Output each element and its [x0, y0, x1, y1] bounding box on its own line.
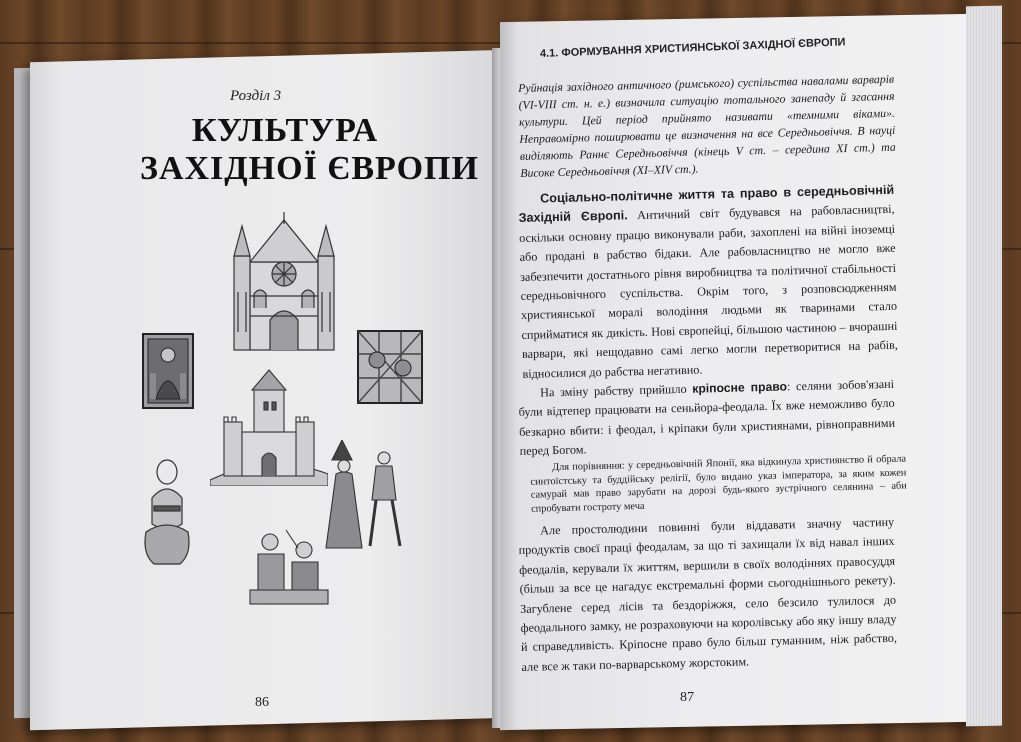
chapter-title-line2: ЗАХІДНОЇ ЄВРОПИ — [140, 150, 479, 187]
manuscript-illustration — [142, 333, 194, 409]
intro-text: Руйнація західного античного (римського) суспільства навалами варварів (VI-VIII ст. н. е.) визначила ситуацію тотального занепаду й згасання культури. Цей період прийнято називати «темними віками». Неправомірно поширювати це визначення на все Середньовіччя. В науці виділяють Раннє Середньовіччя (кінець V ст. – середина XI ст.) та Високе Середньовіччя (XI–XIV ст.). — [518, 71, 896, 180]
serfdom-section — [518, 375, 896, 462]
chapter-title — [140, 112, 479, 188]
cathedral-illustration — [228, 212, 340, 352]
comparison-note — [518, 452, 929, 516]
peasants-section — [518, 513, 898, 677]
section-subheading: Соціально-політичне життя та право в середньовічній Західній Європі. — [518, 182, 895, 226]
paragraph-2-start: На зміну рабству прийшло — [540, 381, 687, 400]
right-page-number: 87 — [680, 690, 694, 705]
section-heading: 4.1. ФОРМУВАННЯ ХРИСТИЯНСЬКОЇ ЗАХІДНОЇ ЄВРОПИ — [539, 36, 846, 60]
paragraph-3: Але простолюдини повинні були віддавати значну частину продуктів своєї праці феодалам, за що ті захищали їх від навал інших феодалів, керували їх життям, вершили в своїх володіннях правосуддя (більш за все це нагадує екстремальні форми сьогоднішнього рекету). Загублене серед лісів та бездоріжжя, село безсило тулилося до феодального замку, не розраховуючи на королівську або яку іншу владу й справедливість. Кріпосне право було більш гуманним, ніж рабство, але все ж таки по-варварському жорстоким. — [518, 514, 898, 674]
social-political-section — [518, 181, 899, 384]
left-page-number: 86 — [255, 695, 269, 710]
page-stack — [966, 6, 1002, 727]
castle-illustration — [210, 368, 328, 486]
chapter-title-line1: КУЛЬТУРА — [191, 112, 379, 149]
paragraph-1-text: Античний світ будувався на рабовласництві, оскільки основну працю виконували раби, захоплені на війні іноземці або продані в рабство бідаки. Але рабовласництво не могло вже забезпечити достатнього рівня виробництва та політичної стабільності середньовічного суспільства. Окрім того, з розповсюдженням християнської моралі володіння людьми як тваринами стало сприйматися як дикість. Нові європейці, більшою частиною – вчорашні варвари, які нещодавно самі легко могли перетворитися на рабів, відносилися до рабства негативно. — [518, 202, 899, 381]
paragraph-2-end: : селяни зобов'язані були відтепер працювати на сеньйора-феодала. Їх вже неможливо було безкарно вбити: і феодал, і кріпаки були християнами, рівноправними перед Богом. — [518, 376, 896, 459]
paragraph-1 — [518, 181, 899, 384]
paragraph-2 — [518, 375, 896, 462]
note-text: Для порівняння: у середньовічній Японії, яка відкинула християнство й обрала синтоїстську та буддійську релігії, було видано указ імператора, за яким кожен самурай мав право зарубати на дорозі будь-якого зустрічного селянина – аби спробувати гостроту меча — [530, 453, 907, 515]
knight-helmet-illustration — [138, 458, 196, 570]
stained-glass-illustration — [357, 330, 423, 404]
serfdom-term: кріпосне право — [692, 379, 788, 396]
feast-scene-illustration — [248, 520, 330, 606]
nobles-couple-illustration — [322, 440, 414, 552]
intro-paragraph — [518, 71, 896, 182]
section-label: Розділ 3 — [230, 88, 282, 104]
